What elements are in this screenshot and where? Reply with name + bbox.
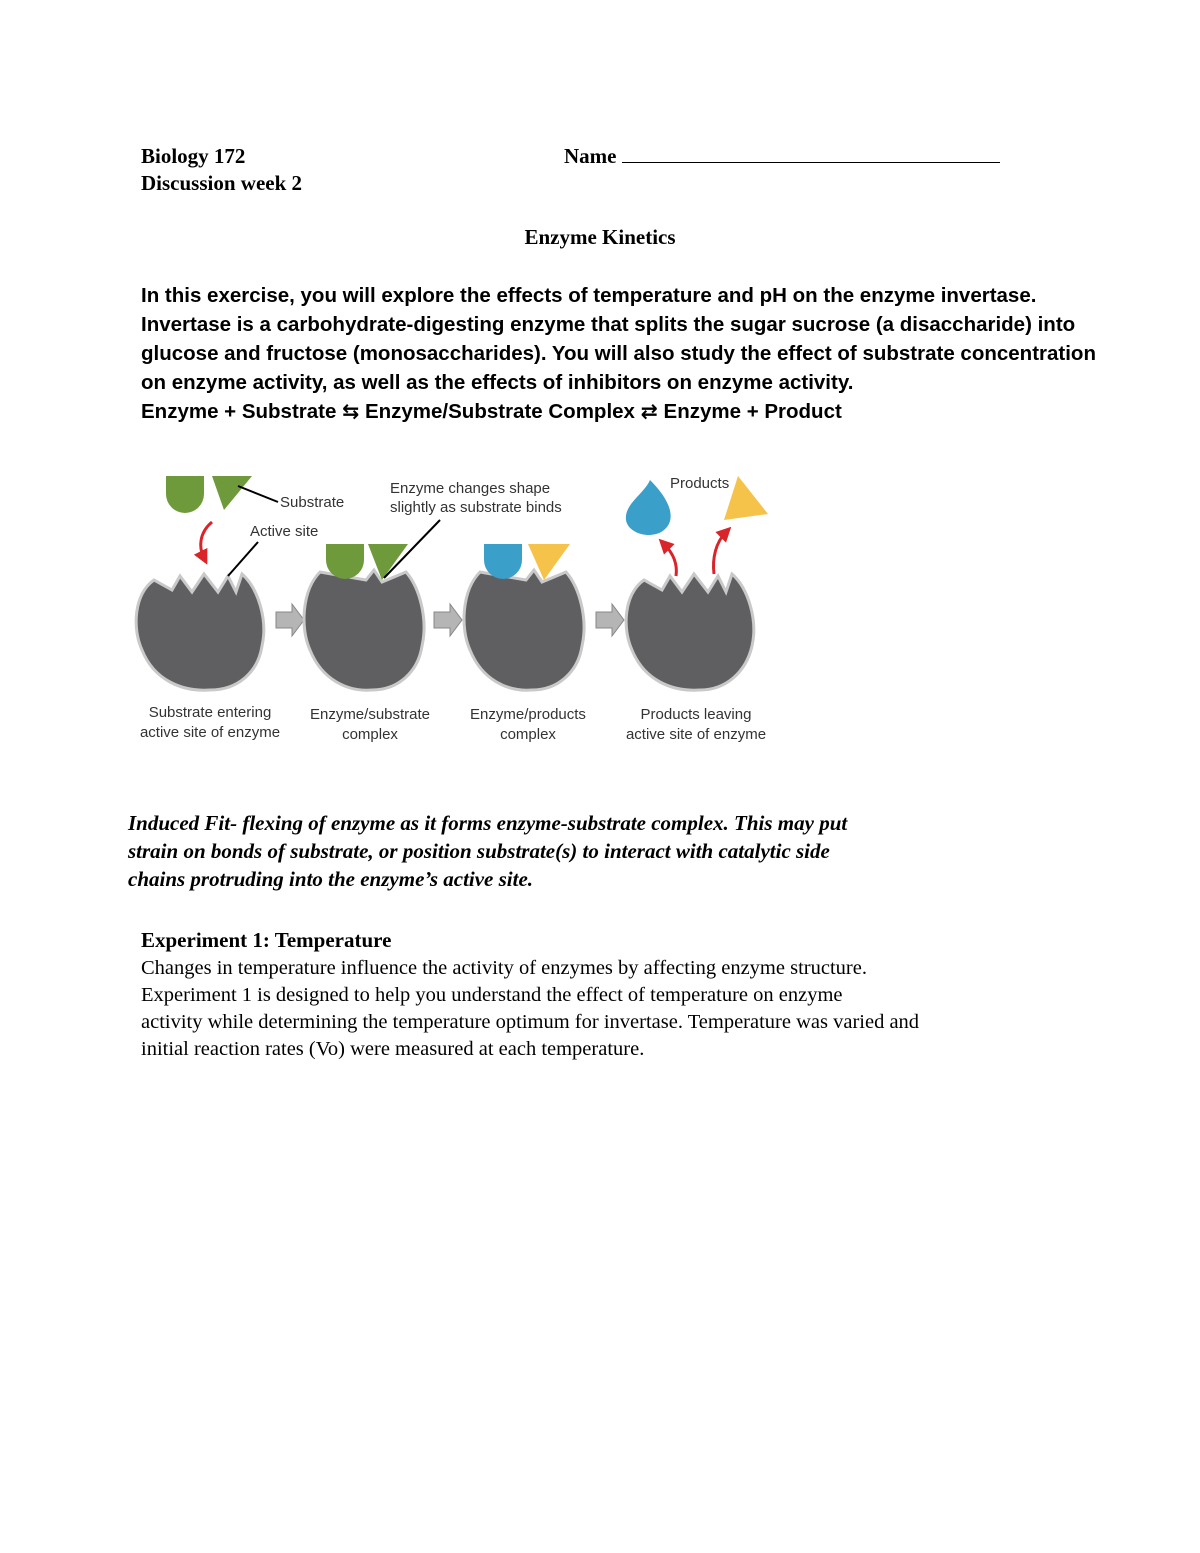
experiment-1-line: Changes in temperature influence the activity of enzymes by affecting enzyme structure. [141,957,867,979]
induced-fit-line: chains protruding into the enzyme’s active site. [128,867,534,891]
step-arrow [596,604,624,636]
induced-fit-line: strain on bonds of substrate, or position substrate(s) to interact with catalytic side [128,839,830,863]
shape-change-label: slightly as substrate binds [390,499,562,516]
product-drop [626,480,671,535]
active-site-pointer [228,542,258,576]
induced-fit-diagram [120,462,780,752]
caption-line: complex [500,726,556,743]
caption-line: Enzyme/substrate [309,706,431,723]
leaving-arrow [664,544,676,576]
experiment-1-line: Experiment 1 is designed to help you understand the effect of temperature on enzyme [141,984,843,1006]
caption-line: Substrate entering [148,704,272,721]
leaving-arrow [714,532,727,574]
caption-line: active site of enzyme [139,724,281,741]
caption-line: active site of enzyme [625,726,767,743]
caption-line: Products leaving [640,706,752,723]
experiment-1-paragraph [141,955,919,1063]
product-triangle [724,476,768,520]
induced-fit-note [128,809,847,893]
reaction-equation: Enzyme + Substrate ⇆ Enzyme/Substrate Complex ⇄ Enzyme + Product [141,400,842,423]
course-title: Biology 172 [141,144,246,168]
enzyme-shape [304,570,424,690]
active-site-label: Active site [250,523,319,540]
stage-enzyme-products-complex [464,544,586,743]
substrate-semicircle [166,476,204,513]
intro-line: on enzyme activity, as well as the effects of inhibitors on enzyme activity. [141,371,854,394]
name-field [564,144,1000,169]
experiment-1-line: initial reaction rates (Vo) were measured at each temperature. [141,1038,645,1060]
products-label: Products [670,475,730,492]
substrate-label: Substrate [280,494,345,511]
page-title: Enzyme Kinetics [524,225,676,249]
experiment-1-heading: Experiment 1: Temperature [141,928,392,952]
experiment-1-line: activity while determining the temperature optimum for invertase. Temperature was varied and [141,1011,920,1033]
intro-paragraph [141,281,1096,426]
name-blank-line [622,144,1000,163]
stage-products-leaving [626,475,768,743]
name-label: Name [564,144,617,168]
enzyme-shape [464,570,584,690]
step-arrow [276,604,304,636]
intro-line: In this exercise, you will explore the effects of temperature and pH on the enzyme invertase. [141,284,1037,307]
substrate-triangle [212,476,252,510]
step-arrow [434,604,462,636]
caption-line: Enzyme/products [470,706,586,723]
discussion-week: Discussion week 2 [141,171,303,195]
enzyme-shape [136,574,264,690]
enzyme-shape [626,574,754,690]
entering-arrow [201,522,212,558]
intro-line: glucose and fructose (monosaccharides). You will also study the effect of substrate concentration [141,342,1096,365]
shape-change-label: Enzyme changes shape [390,480,551,497]
caption-line: complex [342,726,398,743]
induced-fit-line: Induced Fit- flexing of enzyme as it forms enzyme-substrate complex. This may put [128,811,848,835]
intro-line: Invertase is a carbohydrate-digesting enzyme that splits the sugar sucrose (a disaccharide) into [141,313,1076,336]
substrate-pointer [238,486,278,502]
